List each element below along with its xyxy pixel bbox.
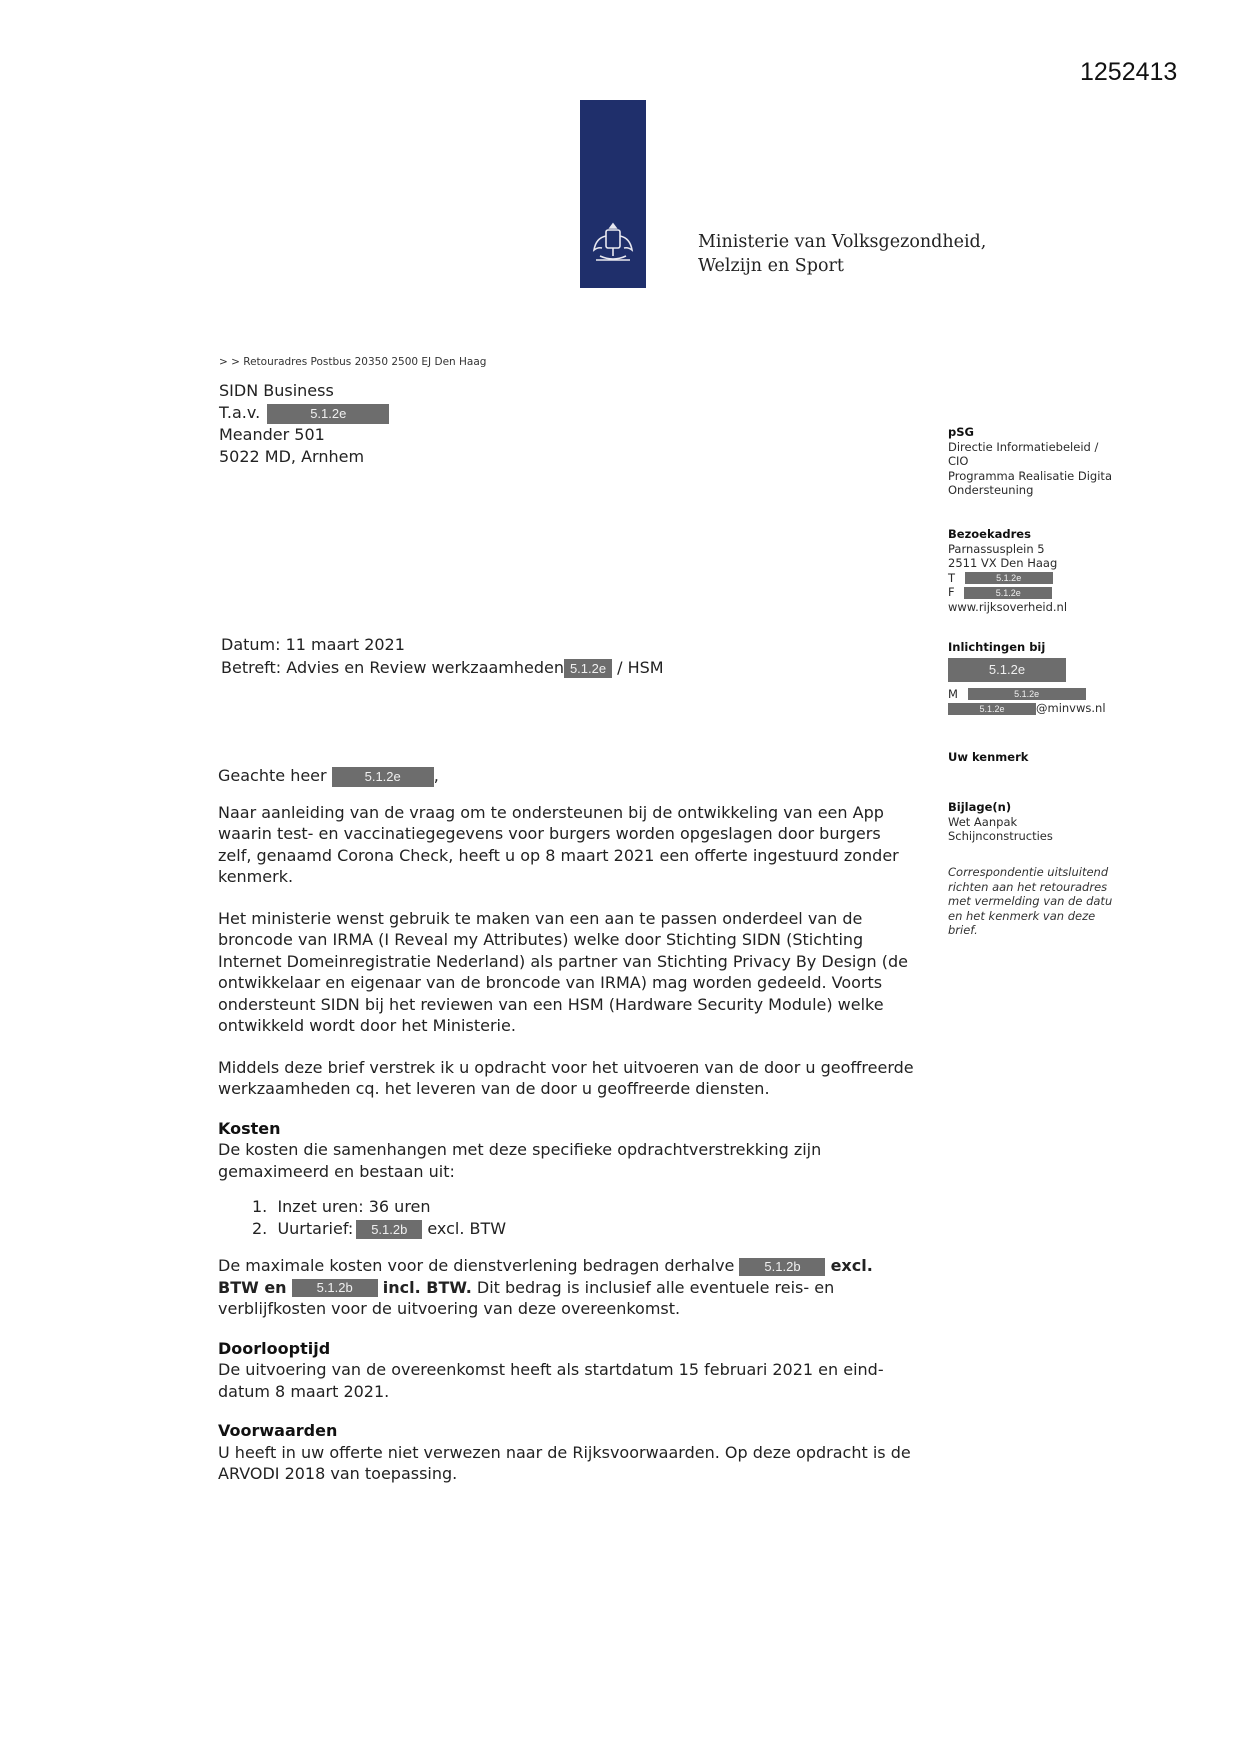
department-line: Ondersteuning bbox=[948, 483, 1034, 497]
mobile-row bbox=[948, 687, 1173, 702]
redaction-box: 5.1.2b bbox=[292, 1279, 378, 1297]
visit-heading: Bezoekadres bbox=[948, 527, 1031, 541]
letter-meta bbox=[221, 633, 664, 679]
ministry-name bbox=[698, 230, 986, 278]
sidebar-reference bbox=[948, 750, 1173, 765]
ministry-name-line2: Welzijn en Sport bbox=[698, 256, 844, 276]
note-line: en het kenmerk van deze bbox=[948, 908, 1096, 923]
redaction-box: 5.1.2b bbox=[739, 1258, 825, 1276]
redaction-box: 5.1.2e bbox=[964, 587, 1052, 599]
recipient-city: 5022 MD, Arnhem bbox=[219, 447, 365, 466]
document-number: 1252413 bbox=[1080, 58, 1178, 86]
note-line: richten aan het retouradres bbox=[948, 879, 1108, 894]
note-line: brief. bbox=[948, 923, 978, 937]
subject-suffix: / HSM bbox=[617, 658, 664, 677]
return-address: > > Retouradres Postbus 20350 2500 EJ Den Haag bbox=[219, 356, 487, 368]
attn-label: T.a.v. bbox=[219, 403, 261, 422]
phone-row bbox=[948, 571, 1173, 586]
salutation: Geachte heer 5.1.2e , bbox=[218, 766, 439, 785]
paragraph-irma: Het ministerie wenst gebruik te maken van een aan te passen onderdeel van de broncode van IRMA (I Reveal my Attributes) welke door Stichting SIDN (Stichting Internet Domeinregistratie Nederland) als partner van Stichting Privacy By Design (de ontwikkelaar en eigenaar van de broncode van IRMA) mag worden gedeeld. Voorts ondersteunt SIDN bij het reviewen van een HSM (Hardware Security Module) welke ontwikkeld wordt door het Ministerie. bbox=[218, 908, 908, 1035]
paragraph-max-costs: De maximale kosten voor de dienstverlening bedragen derhalve 5.1.2b excl. BTW en 5.1.2b incl. BTW. Dit bedrag is inclusief alle eventuele reis- en verblijfkosten voor de uitvoering van deze overeenkomst. bbox=[218, 1256, 873, 1318]
date-value: 11 maart 2021 bbox=[285, 635, 405, 654]
redaction-box: 5.1.2e bbox=[948, 658, 1066, 682]
list-item: 2. Uurtarief: 5.1.2b excl. BTW bbox=[252, 1218, 507, 1238]
attachments-heading: Bijlage(n) bbox=[948, 800, 1012, 814]
recipient-attn bbox=[219, 402, 389, 424]
letter-body bbox=[218, 765, 918, 1485]
sidebar-information bbox=[948, 640, 1173, 716]
redaction-box: 5.1.2e bbox=[564, 659, 612, 678]
reference-heading: Uw kenmerk bbox=[948, 750, 1029, 764]
sidebar-attachments bbox=[948, 800, 1173, 844]
subject-label: Betreft: bbox=[221, 658, 282, 677]
recipient-street: Meander 501 bbox=[219, 425, 325, 444]
recipient-company: SIDN Business bbox=[219, 381, 334, 400]
paragraph-request: Naar aanleiding van de vraag om te ondersteunen bij de ontwikkeling van een App waarin test- en vaccinatiegegevens voor burgers worden opgeslagen door burgers zelf, genaamd Corona Check, heeft u op 8 maart 2021 een offerte ingestuurd zonder kenmerk. bbox=[218, 802, 899, 886]
duration-heading: Doorlooptijd bbox=[218, 1338, 331, 1358]
attachment-line: Wet Aanpak bbox=[948, 814, 1018, 829]
costs-heading: Kosten bbox=[218, 1118, 281, 1138]
redaction-box: 5.1.2b bbox=[356, 1220, 422, 1239]
paragraph-assignment: Middels deze brief verstrek ik u opdracht voor het uitvoeren van de door u geoffreerde werkzaamheden cq. het leveren van de door u geoffreerde diensten. bbox=[218, 1057, 914, 1098]
terms-heading: Voorwaarden bbox=[218, 1421, 338, 1440]
costs-list bbox=[218, 1196, 918, 1239]
note-line: met vermelding van de datu bbox=[948, 894, 1113, 908]
department-line: Directie Informatiebeleid / bbox=[948, 439, 1099, 454]
department-heading: pSG bbox=[948, 425, 974, 439]
note-line: Correspondentie uitsluitend bbox=[948, 865, 1109, 879]
coat-of-arms-icon bbox=[588, 220, 638, 268]
sidebar-visit-address bbox=[948, 527, 1173, 614]
phone-label: T bbox=[948, 570, 956, 585]
terms-text: U heeft in uw offerte niet verwezen naar de Rijksvoorwaarden. Op deze opdracht is de ARVODI 2018 van toepassing. bbox=[218, 1442, 911, 1483]
redaction-box: 5.1.2e bbox=[965, 572, 1053, 584]
mobile-label: M bbox=[948, 686, 958, 701]
government-logo bbox=[580, 100, 646, 288]
subject-row bbox=[221, 656, 664, 679]
email-row bbox=[948, 701, 1173, 716]
redaction-box: 5.1.2e bbox=[968, 688, 1086, 700]
email-domain: @minvws.nl bbox=[1036, 701, 1106, 715]
website: www.rijksoverheid.nl bbox=[948, 599, 1068, 614]
redaction-box: 5.1.2e bbox=[332, 767, 434, 787]
recipient-address bbox=[219, 380, 389, 468]
department-line: Programma Realisatie Digita bbox=[948, 468, 1112, 483]
date-label: Datum: bbox=[221, 635, 281, 654]
sidebar-note bbox=[948, 865, 1173, 938]
sidebar-department bbox=[948, 425, 1173, 498]
info-heading: Inlichtingen bij bbox=[948, 640, 1046, 654]
fax-row bbox=[948, 585, 1173, 600]
ministry-name-line1: Ministerie van Volksgezondheid, bbox=[698, 232, 987, 252]
department-line: CIO bbox=[948, 454, 969, 468]
date-row bbox=[221, 633, 664, 656]
list-item: 1. Inzet uren: 36 uren bbox=[252, 1197, 431, 1216]
fax-label: F bbox=[948, 585, 955, 599]
visit-city: 2511 VX Den Haag bbox=[948, 556, 1058, 570]
duration-text: De uitvoering van de overeenkomst heeft als startdatum 15 februari 2021 en eind-datum 8 maart 2021. bbox=[218, 1360, 884, 1401]
visit-street: Parnassusplein 5 bbox=[948, 541, 1045, 556]
costs-intro: De kosten die samenhangen met deze specifieke opdrachtverstrekking zijn gemaximeerd en bestaan uit: bbox=[218, 1140, 822, 1181]
redaction-box: 5.1.2e bbox=[948, 703, 1036, 715]
subject-prefix: Advies en Review werkzaamheden bbox=[286, 658, 565, 677]
redaction-box: 5.1.2e bbox=[267, 404, 389, 424]
attachment-line: Schijnconstructies bbox=[948, 829, 1053, 843]
